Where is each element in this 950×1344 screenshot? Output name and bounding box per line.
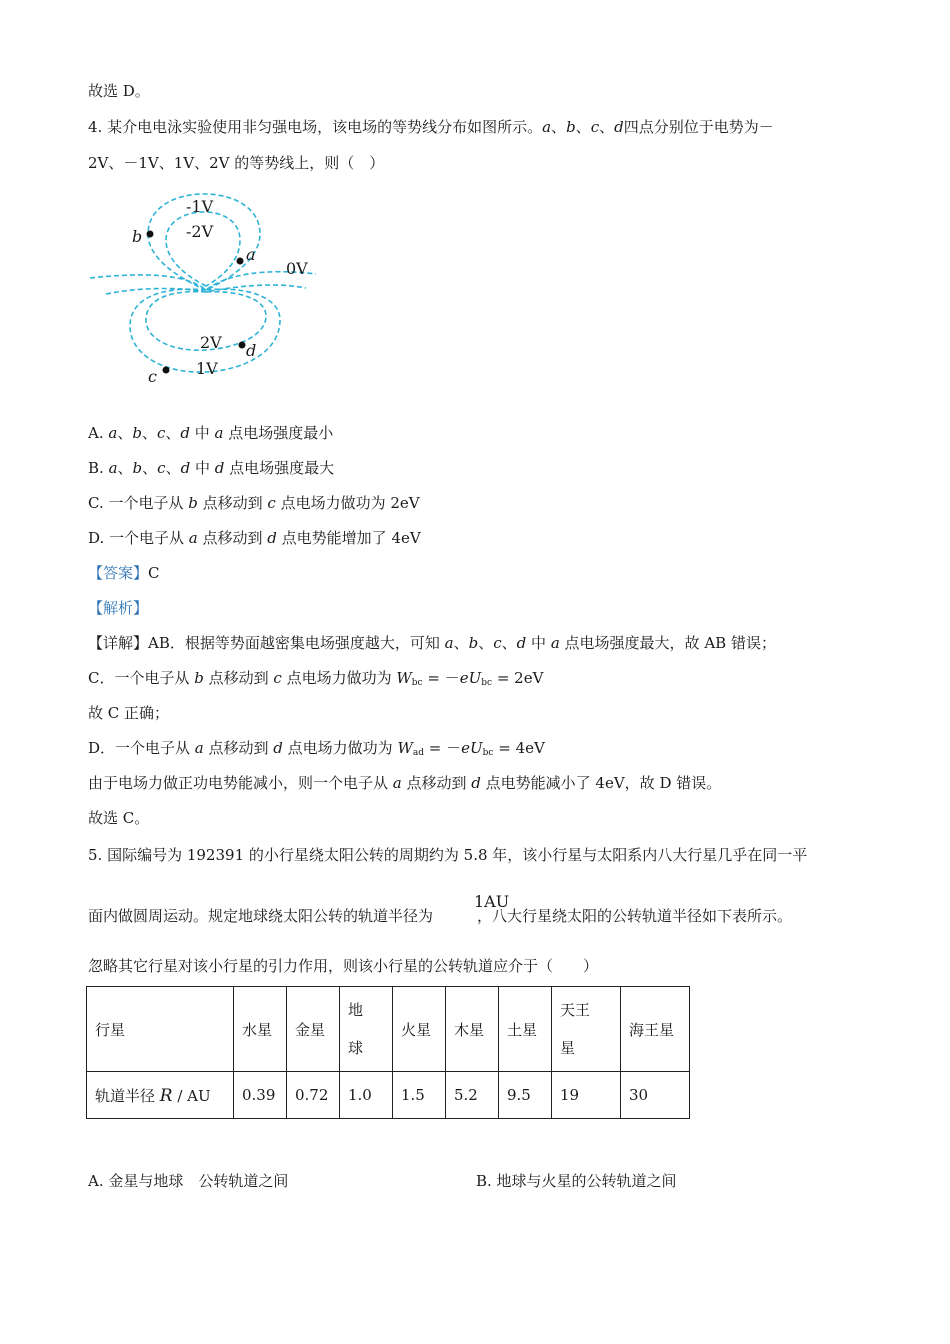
detail-c-line [88, 668, 543, 693]
opt-d-to: d [267, 529, 277, 547]
q4-option-d[interactable] [88, 528, 421, 548]
opt-b-pa: a [108, 459, 118, 477]
dd-eq: = － [424, 739, 462, 757]
q4-sep: 、 [551, 118, 567, 136]
q5-stem-line1: 5. 国际编号为 192391 的小行星绕太阳公转的周期约为 5.8 年，该小行星与太阳系内八大行星几乎在同一平 [88, 846, 808, 864]
opt-b-target: d [214, 459, 225, 477]
q4-sep: 、 [117, 424, 133, 442]
dd-to: d [273, 739, 283, 757]
q4-sep: 、 [599, 118, 615, 136]
detail-tag: 【详解】 [88, 634, 149, 652]
line-0v [90, 272, 316, 290]
dab-pd: d [516, 634, 527, 652]
opt-b-mid: 中 [190, 459, 215, 477]
q5-stem-line2 [88, 906, 792, 926]
q4-sep: 、 [165, 459, 181, 477]
detail-ab-pre: AB．根据等势面越密集电场强度越大，可知 [148, 634, 445, 652]
orbit-radius-table [86, 986, 690, 1119]
table-header-label: 行星 [87, 987, 234, 1072]
table-row-label [87, 1072, 234, 1119]
dc-u: U [468, 669, 482, 687]
q4-point-b: b [566, 118, 576, 136]
radius-earth: 1.0 [340, 1072, 393, 1119]
q4-sep: 、 [141, 424, 157, 442]
q4-answer-line [88, 563, 160, 583]
q4-stem-line2: 2V、－1V、1V、2V 的等势线上，则（ ） [88, 154, 385, 172]
answer-value: C [148, 564, 160, 582]
detail-ab-line [88, 633, 776, 653]
opt-a-pa: a [108, 424, 118, 442]
q4-conclusion: 故选 C。 [88, 809, 150, 827]
label-minus1v: -1V [186, 197, 214, 216]
radius-jupiter: 5.2 [446, 1072, 499, 1119]
q4-sep: 、 [142, 459, 158, 477]
q5-stem-line3: 忽略其它行星对该小行星的引力作用，则该小行星的公转轨道应介于（ ） [88, 957, 599, 975]
dd-result: = 4eV [493, 739, 545, 757]
opt-a-target: a [214, 424, 224, 442]
opt-a-mid: 中 [190, 424, 215, 442]
q4-point-c: c [590, 118, 600, 136]
opt-a-pc: c [156, 424, 166, 442]
dc-to: c [273, 669, 282, 687]
dab-pb: b [468, 634, 479, 652]
q5-stem-line2-a: 面内做圆周运动。规定地球绕太阳公转的轨道半径为 [88, 907, 434, 925]
opt-a-prefix: A. [88, 424, 109, 442]
dde-pre: 由于电场力做正功电势能减小，则一个电子从 [88, 774, 393, 792]
planet-jupiter: 木星 [446, 987, 499, 1072]
planet-saturn: 土星 [499, 987, 552, 1072]
opt-a-post: 点电场强度最小 [223, 424, 334, 442]
dab-pa: a [444, 634, 454, 652]
opt-b-prefix: B. [88, 459, 109, 477]
prev-conclusion: 故选 D。 [88, 82, 150, 100]
dc-result: = 2eV [492, 669, 544, 687]
dc-from: b [194, 669, 204, 687]
label-point-b: b [132, 227, 143, 246]
dd-mid: 点移动到 [203, 739, 274, 757]
label-point-d: d [246, 341, 257, 360]
label-point-a: a [246, 245, 256, 264]
dc-w: W [396, 669, 412, 687]
detail-c-correct: 故 C 正确； [88, 704, 170, 722]
opt-c-from: b [188, 494, 198, 512]
opt-d-mid: 点移动到 [197, 529, 268, 547]
dc-w-sub: bc [411, 678, 423, 688]
q4-sep: 、 [165, 424, 181, 442]
dc-mid: 点移动到 [203, 669, 274, 687]
dde-from: a [392, 774, 402, 792]
label-point-c: c [148, 367, 157, 386]
opt-c-post: 点电场力做功为 2eV [275, 494, 420, 512]
opt-a-pb: b [132, 424, 142, 442]
radius-venus: 0.72 [287, 1072, 340, 1119]
dd-u: U [470, 739, 483, 757]
opt-d-post: 点电势能增加了 4eV [276, 529, 421, 547]
dd-pre: D．一个电子从 [88, 739, 195, 757]
dab-pc: c [493, 634, 502, 652]
row-label-unit: / AU [172, 1086, 211, 1105]
table-row-radii [87, 1072, 690, 1119]
radius-uranus: 19 [552, 1072, 621, 1119]
dc-e: e [459, 669, 469, 687]
opt-d-prefix: D. 一个电子从 [88, 529, 189, 547]
planet-uranus [552, 987, 621, 1072]
dd-w-sub: ad [412, 748, 425, 758]
row-label-pre: 轨道半径 [95, 1086, 160, 1105]
q4-sep: 、 [453, 634, 469, 652]
dde-to: d [471, 774, 481, 792]
point-d-dot [239, 342, 246, 349]
opt-b-post: 点电场强度最大 [224, 459, 335, 477]
detail-d-explain [88, 773, 721, 793]
planet-mars: 火星 [393, 987, 446, 1072]
dab-target: a [550, 634, 560, 652]
dc-eq: = － [422, 669, 460, 687]
detail-ab-mid: 中 [526, 634, 551, 652]
q4-stem-text-b: 四点分别位于电势为－ [623, 118, 774, 136]
q5-au-value: 1AU [474, 892, 510, 911]
dde-post: 点电势能减小了 4eV，故 D 错误。 [480, 774, 722, 792]
dd-e: e [461, 739, 471, 757]
label-plus1v: 1V [196, 359, 218, 378]
opt-b-pc: c [157, 459, 166, 477]
q4-sep: 、 [575, 118, 591, 136]
detail-d-line [88, 738, 545, 763]
dde-mid: 点移动到 [401, 774, 472, 792]
table-row-planets [87, 987, 690, 1072]
q4-point-a: a [542, 118, 552, 136]
q4-sep: 、 [117, 459, 133, 477]
q5-stem-line2-b: ，八大行星绕太阳的公转轨道半径如下表所示。 [477, 907, 793, 925]
planet-earth-2: 球 [348, 1039, 364, 1057]
q4-option-b[interactable] [88, 458, 334, 478]
planet-earth [340, 987, 393, 1072]
q4-stem-text: 4. 某介电电泳实验使用非匀强电场，该电场的等势线分布如图所示。 [88, 118, 543, 136]
q4-sep: 、 [478, 634, 494, 652]
opt-a-pd: d [180, 424, 190, 442]
dd-post: 点电场力做功为 [282, 739, 398, 757]
detail-ab-post: 点电场强度最大，故 AB 错误； [559, 634, 776, 652]
q4-option-a[interactable] [88, 423, 333, 443]
answer-tag: 【答案】 [88, 564, 149, 582]
opt-c-prefix: C. 一个电子从 [88, 494, 189, 512]
point-b-dot [147, 231, 154, 238]
planet-venus: 金星 [287, 987, 340, 1072]
q4-stem-line1 [88, 117, 774, 137]
opt-b-pd: d [180, 459, 191, 477]
opt-d-from: a [188, 529, 198, 547]
q4-sep: 、 [501, 634, 517, 652]
q5-option-b[interactable]: B. 地球与火星的公转轨道之间 [476, 1172, 677, 1190]
equipotential-figure [86, 186, 326, 386]
opt-b-pb: b [132, 459, 143, 477]
point-c-dot [163, 367, 170, 374]
planet-earth-1: 地 [348, 1001, 364, 1019]
analysis-tag: 【解析】 [88, 599, 149, 617]
dd-w: W [397, 739, 413, 757]
radius-saturn: 9.5 [499, 1072, 552, 1119]
radius-neptune: 30 [621, 1072, 690, 1119]
q4-option-c[interactable] [88, 493, 420, 513]
radius-mercury: 0.39 [234, 1072, 287, 1119]
q5-option-a[interactable]: A. 金星与地球 公转轨道之间 [88, 1172, 289, 1190]
planet-neptune: 海王星 [621, 987, 690, 1072]
dc-pre: C．一个电子从 [88, 669, 195, 687]
radius-mars: 1.5 [393, 1072, 446, 1119]
label-0v: 0V [286, 259, 308, 278]
planet-mercury: 水星 [234, 987, 287, 1072]
label-plus2v: 2V [200, 333, 222, 352]
dd-from: a [194, 739, 204, 757]
opt-c-mid: 点移动到 [197, 494, 268, 512]
dc-post: 点电场力做功为 [281, 669, 397, 687]
dc-u-sub: bc [481, 678, 493, 688]
row-label-r: R [159, 1085, 173, 1106]
opt-c-to: c [267, 494, 276, 512]
q4-point-d: d [614, 118, 624, 136]
planet-uranus-2: 星 [560, 1039, 576, 1057]
dd-u-sub: bc [482, 748, 494, 758]
planet-uranus-1: 天王 [560, 1001, 591, 1019]
point-a-dot [237, 258, 244, 265]
label-minus2v: -2V [186, 222, 214, 241]
